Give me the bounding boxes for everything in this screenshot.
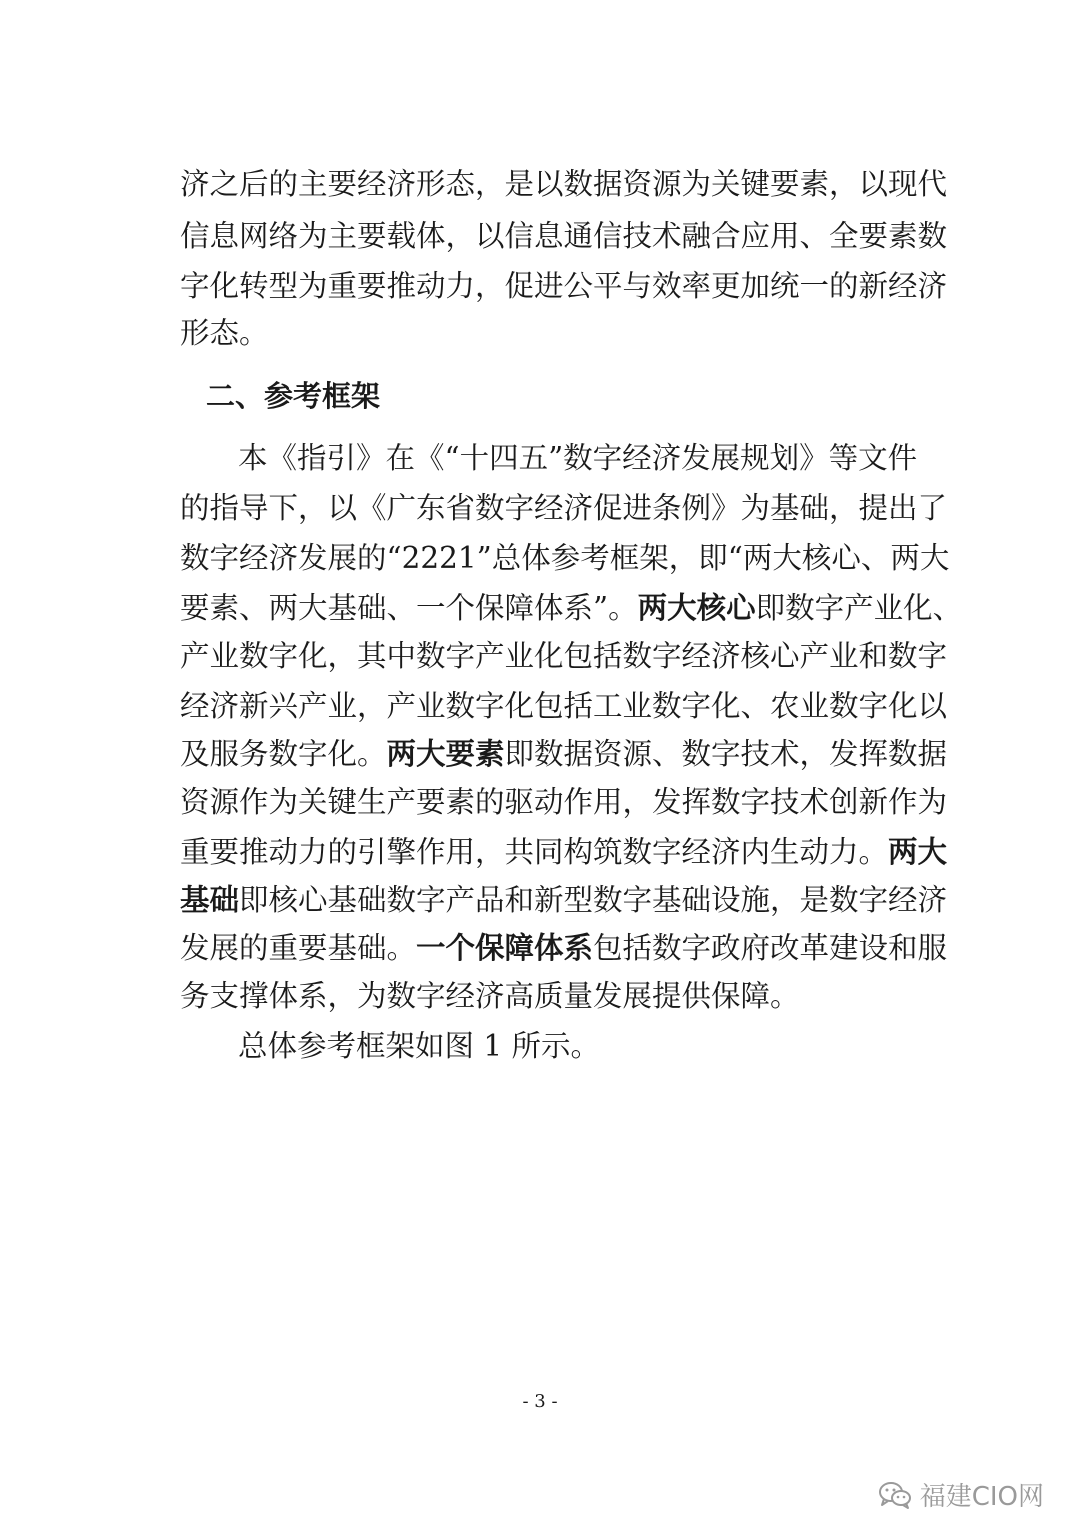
watermark [878,1476,1044,1513]
text-line: 及服务数字化。两大要素即数据资源、数字技术，发挥数据 [180,737,948,771]
text-line: 产业数字化，其中数字产业化包括数字经济核心产业和数字 [180,639,948,673]
text-line: 发展的重要基础。一个保障体系包括数字政府改革建设和服 [180,931,948,965]
page-number: - 3 - [522,1391,558,1412]
keyword-two-elements: 两大要素 [386,737,505,771]
keyword-guarantee-system: 一个保障体系 [416,931,594,965]
text-line: 济之后的主要经济形态，是以数据资源为关键要素，以现代 [180,167,948,201]
section-heading: 二、参考框架 [206,379,381,413]
text-line: 信息网络为主要载体，以信息通信技术融合应用、全要素数 [180,219,948,253]
keyword-two-foundations-a: 两大 [888,835,948,869]
text-line: 基础即核心基础数字产品和新型数字基础设施，是数字经济 [180,883,948,917]
text-line: 经济新兴产业，产业数字化包括工业数字化、农业数字化以 [180,689,948,723]
text-line: 资源作为关键生产要素的驱动作用，发挥数字技术创新作为 [180,785,948,819]
text-line: 要素、两大基础、一个保障体系”。两大核心即数字产业化、 [180,591,963,625]
text-line: 本《指引》在《“十四五”数字经济发展规划》等文件 [238,441,918,475]
text-line: 字化转型为重要推动力，促进公平与效率更加统一的新经济 [180,269,948,303]
watermark-text: 福建CIO网 [919,1482,1044,1512]
text-line: 务支撑体系，为数字经济高质量发展提供保障。 [180,979,800,1013]
keyword-two-foundations-b: 基础 [180,883,240,917]
text-line: 形态。 [180,316,269,350]
text-line: 总体参考框架如图 1 所示。 [238,1029,601,1063]
text-line: 重要推动力的引擎作用，共同构筑数字经济内生动力。两大 [180,835,948,869]
text-line: 数字经济发展的“2221”总体参考框架，即“两大核心、两大 [180,541,950,575]
keyword-two-cores: 两大核心 [637,591,756,625]
text-line: 的指导下，以《广东省数字经济促进条例》为基础，提出了 [180,491,948,525]
wechat-icon [878,1480,912,1510]
